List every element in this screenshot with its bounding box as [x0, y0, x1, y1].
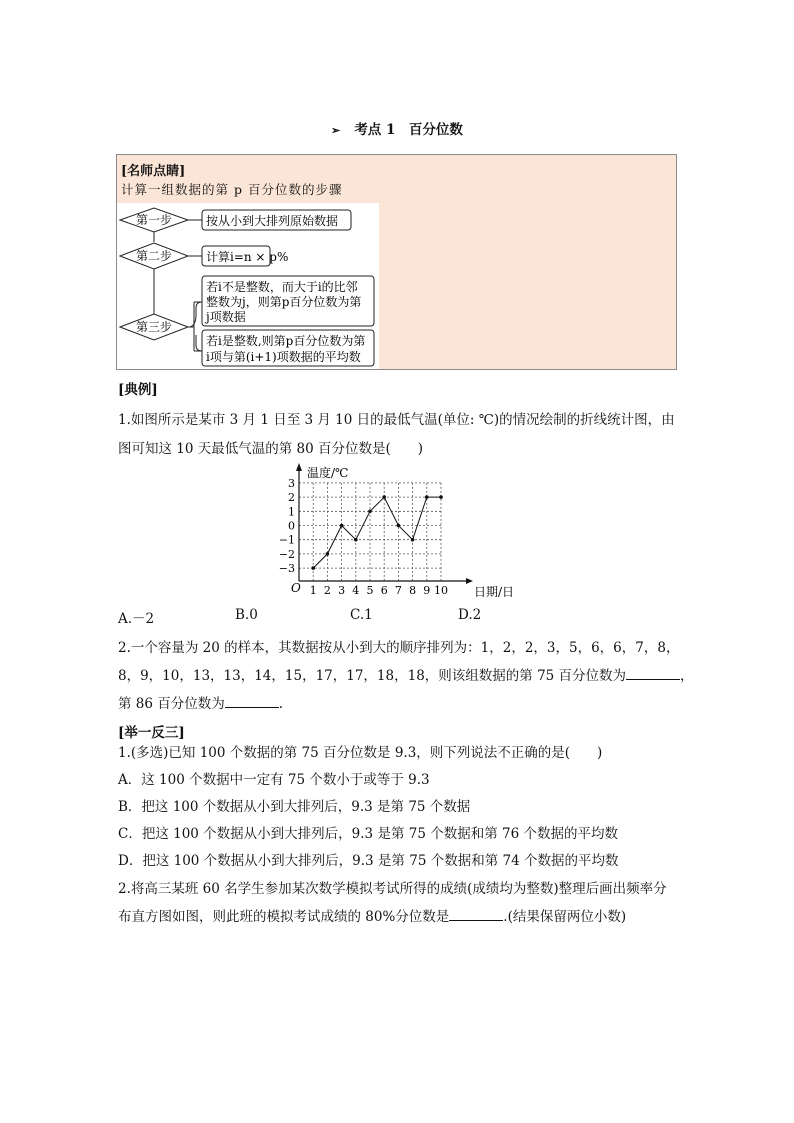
practice-q1: 1.(多选)已知 100 个数据的第 75 百分位数是 9.3，则下列说法不正确的是( ): [118, 745, 603, 761]
x-tick-label: 10: [434, 584, 448, 597]
x-tick-label: 5: [366, 584, 374, 597]
flowchart: [116, 200, 386, 372]
example-q2-line2-end: ，: [680, 668, 694, 684]
origin-label: O: [291, 581, 301, 595]
practice-option-a: A．这 100 个数据中一定有 75 个数小于或等于 9.3: [118, 772, 430, 788]
data-point: [311, 566, 315, 570]
step3-text-b2: i项与第(i+1)项数据的平均数: [206, 350, 361, 364]
y-tick-label: 3: [288, 476, 295, 490]
step3-text-a1: 若i不是整数，而大于i的比邻: [206, 280, 358, 294]
example-header: [典例]: [118, 382, 158, 398]
step2-label: 第二步: [135, 249, 173, 263]
data-point: [368, 510, 372, 514]
practice-option-c: C．把这 100 个数据从小到大排列后，9.3 是第 75 个数据和第 76 个数据的平均数: [118, 826, 618, 842]
step1-text: 按从小到大排列原始数据: [206, 214, 339, 228]
step3-text-b1: 若i是整数,则第p百分位数为第: [206, 334, 366, 348]
example-q2-line3: [118, 692, 283, 712]
x-axis-label: 日期/日: [474, 585, 515, 599]
data-point: [340, 524, 344, 528]
y-tick-label: 1: [288, 505, 295, 519]
example-q2-line2-text: 8，9，10，13，13，14，15，17，17，18，18，则该组数据的第 75 百分位数为: [118, 668, 627, 684]
example-q2-line3-end: .: [278, 696, 284, 712]
option-d: D.2: [458, 607, 482, 623]
practice-q2-line2-text: 布直方图如图，则此班的模拟考试成绩的 80%分位数是: [118, 909, 450, 925]
y-axis-label: 温度/℃: [307, 466, 349, 480]
practice-q2-line2-end: .(结果保留两位小数): [503, 909, 627, 925]
y-tick-label: 2: [288, 491, 295, 505]
example-q2-line2: [118, 664, 694, 684]
x-tick-label: 9: [423, 584, 431, 597]
x-tick-label: 1: [309, 584, 317, 597]
series-line: [313, 497, 441, 568]
practice-option-d: D．把这 100 个数据从小到大排列后，9.3 是第 75 个数据和第 74 个数据的平均数: [118, 853, 619, 869]
tip-header: [名师点睛]: [121, 164, 186, 179]
option-c: C.1: [350, 607, 373, 623]
example-q2-line3-text: 第 86 百分位数为: [118, 696, 225, 712]
tip-subtitle: 计算一组数据的第 p 百分位数的步骤: [121, 182, 343, 197]
y-tick-label: −1: [278, 533, 295, 547]
x-tick-label: 7: [394, 584, 402, 597]
section-title: [0, 118, 794, 138]
temperature-line-chart: [278, 455, 515, 601]
step3-text-a3: j项数据: [206, 310, 246, 324]
section-title-text: 考点 1 百分位数: [354, 122, 463, 138]
y-tick-label: 0: [288, 519, 295, 533]
y-tick-label: −3: [278, 562, 295, 576]
data-point: [397, 524, 401, 528]
x-tick-label: 6: [380, 584, 388, 597]
data-point: [425, 495, 429, 499]
x-tick-label: 4: [352, 584, 360, 597]
x-tick-label: 8: [409, 584, 417, 597]
data-point: [439, 495, 443, 499]
answer-blank-86[interactable]: [225, 695, 279, 708]
step3-text-a2: 整数为j，则第p百分位数为第: [206, 295, 362, 309]
x-tick-label: 3: [338, 584, 346, 597]
data-point: [326, 552, 330, 556]
example-q1-line2: 图可知这 10 天最低气温的第 80 百分位数是( ): [118, 441, 424, 457]
chart-grid: [299, 483, 441, 581]
y-axis-arrow-icon: [296, 463, 302, 471]
step3-label: 第三步: [135, 320, 173, 334]
practice-q2-line1: 2.将高三某班 60 名学生参加某次数学模拟考试所得的成绩(成绩均为整数)整理后画出频率分: [118, 881, 667, 897]
practice-header: [举一反三]: [118, 725, 185, 741]
data-point: [382, 495, 386, 499]
arrow-icon: ➢: [331, 124, 341, 137]
example-q2-line1: 2.一个容量为 20 的样本，其数据按从小到大的顺序排列为：1，2，2，3，5，6，6，7，8，: [118, 640, 680, 656]
x-tick-label: 2: [323, 584, 331, 597]
practice-option-b: B．把这 100 个数据从小到大排列后，9.3 是第 75 个数据: [118, 799, 471, 815]
step2-text: 计算i=n × p%: [206, 250, 289, 264]
practice-q2-line2: [118, 905, 626, 925]
data-point: [354, 538, 358, 542]
step1-label: 第一步: [135, 213, 173, 227]
option-b: B.0: [235, 607, 258, 623]
answer-blank-80[interactable]: [449, 908, 503, 921]
answer-blank-75[interactable]: [626, 667, 680, 680]
data-point: [411, 538, 415, 542]
x-axis-arrow-icon: [466, 578, 473, 584]
option-a: A.－2: [118, 611, 155, 627]
example-q1-line1: 1.如图所示是某市 3 月 1 日至 3 月 10 日的最低气温(单位: ℃)的情况绘制的折线统计图，由: [118, 412, 675, 428]
y-tick-label: −2: [278, 547, 295, 561]
